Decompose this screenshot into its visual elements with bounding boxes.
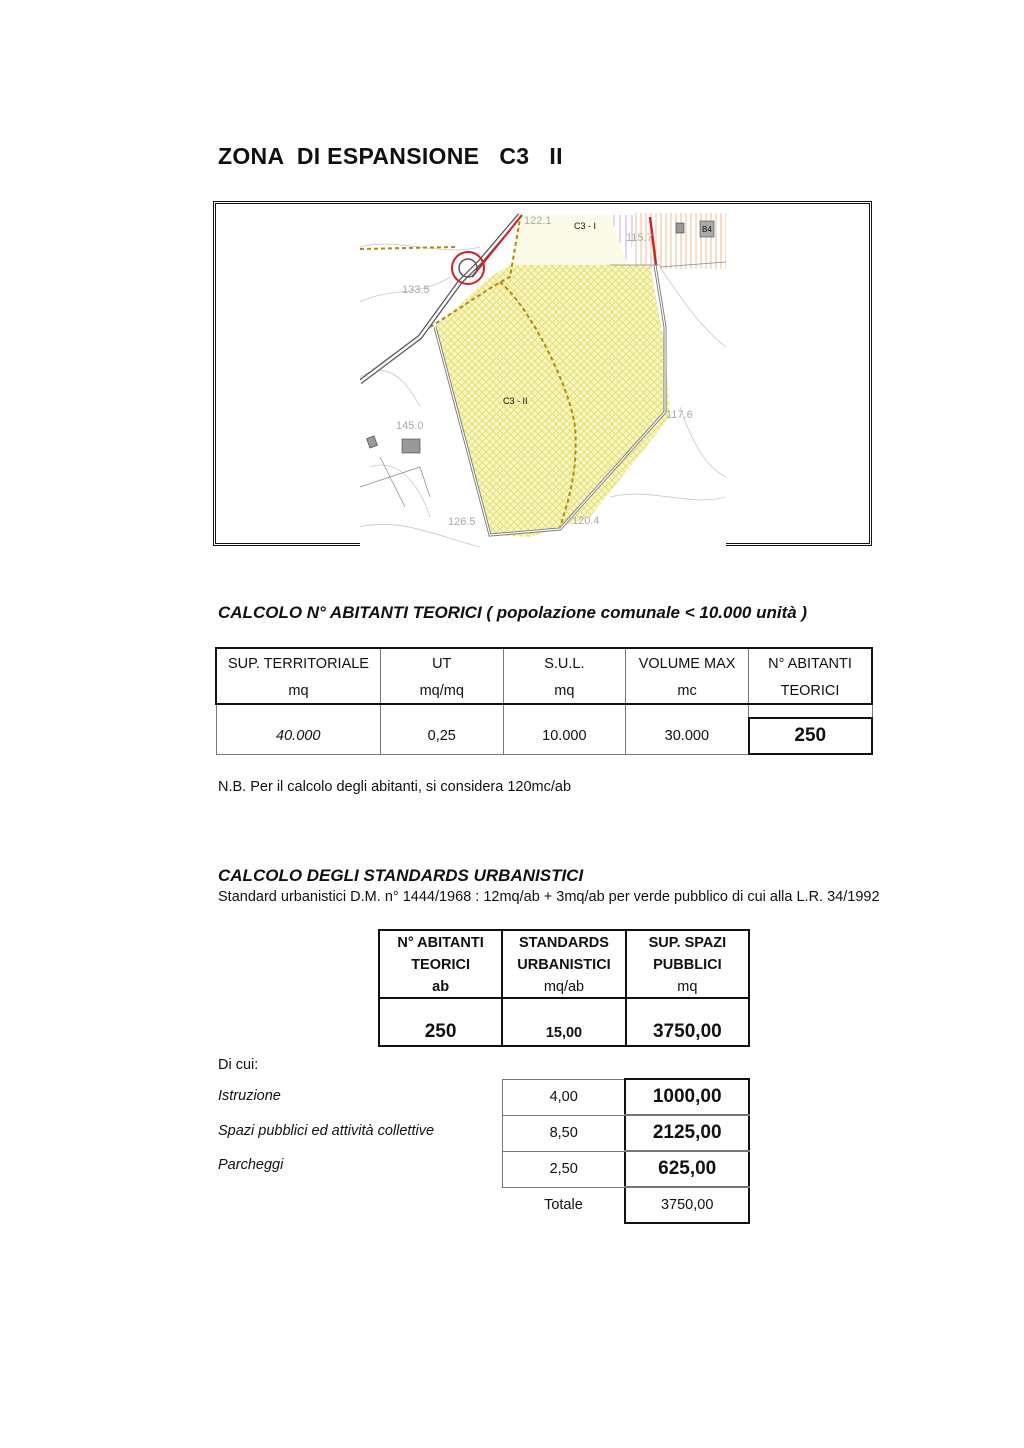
std-istruzione: 4,00 <box>503 1079 626 1115</box>
header-ut: UT <box>380 648 503 678</box>
elevation-label: 115.7 <box>626 232 653 244</box>
standards-table <box>378 929 750 1047</box>
page-title: ZONA DI ESPANSIONE C3 II <box>218 143 563 169</box>
row-label-spazi-pubblici: Spazi pubblici ed attività collettive <box>218 1123 435 1139</box>
total-value: 3750,00 <box>625 1187 749 1223</box>
zone-label-b4: B4 <box>702 225 712 234</box>
elevation-label: 133.5 <box>402 284 430 296</box>
di-cui-label: Di cui: <box>218 1057 259 1073</box>
unit-mqmq: mq/mq <box>380 678 503 704</box>
row-label-istruzione: Istruzione <box>218 1088 281 1104</box>
value-ut: 0,25 <box>380 718 503 754</box>
std-spazi-pubblici: 8,50 <box>503 1115 626 1151</box>
value-istruzione: 1000,00 <box>625 1079 749 1115</box>
unit-ab: ab <box>379 976 502 998</box>
elevation-label: 145.0 <box>396 420 424 432</box>
elevation-label: 122.1 <box>524 215 552 227</box>
unit-mq: mq <box>626 976 749 998</box>
abitanti-table <box>215 647 873 755</box>
elevation-label: 117.6 <box>666 409 693 421</box>
value-sup-territoriale: 40.000 <box>216 718 380 754</box>
header-abitanti-teorici: N° ABITANTI TEORICI <box>379 930 502 976</box>
unit-mqab: mq/ab <box>502 976 626 998</box>
calculation-note: N.B. Per il calcolo degli abitanti, si considera 120mc/ab <box>218 779 572 795</box>
header-volume-max: VOLUME MAX <box>626 648 749 678</box>
header-abitanti: N° ABITANTI <box>749 648 872 678</box>
unit-teorici: TEORICI <box>749 678 872 704</box>
zone-label-c3-ii: C3 - II <box>503 396 528 406</box>
value-volume-max: 30.000 <box>626 718 749 754</box>
header-sup-territoriale: SUP. TERRITORIALE <box>216 648 380 678</box>
section-heading-abitanti: CALCOLO N° ABITANTI TEORICI ( popolazione comunale < 10.000 unità ) <box>218 603 808 622</box>
unit-mq: mq <box>503 678 626 704</box>
elevation-label: 126.5 <box>448 516 476 528</box>
value-sul: 10.000 <box>503 718 626 754</box>
header-standards: STANDARDS URBANISTICI <box>502 930 626 976</box>
breakdown-table <box>502 1078 750 1224</box>
header-sul: S.U.L. <box>503 648 626 678</box>
value-abitanti: 250 <box>749 718 872 754</box>
value-abitanti: 250 <box>379 998 502 1046</box>
value-spazi-pubblici: 2125,00 <box>625 1115 749 1151</box>
std-parcheggi: 2,50 <box>503 1151 626 1187</box>
elevation-label: 120.4 <box>572 515 600 527</box>
row-label-parcheggi: Parcheggi <box>218 1157 284 1173</box>
standards-subtitle: Standard urbanistici D.M. n° 1444/1968 : 12mq/ab + 3mq/ab per verde pubblico di cui alla L.R. 34/1992 <box>218 889 880 905</box>
header-sup-spazi: SUP. SPAZI PUBBLICI <box>626 930 749 976</box>
value-standards: 15,00 <box>502 998 626 1046</box>
section-heading-standards: CALCOLO DEGLI STANDARDS URBANISTICI <box>218 866 584 885</box>
value-sup-spazi: 3750,00 <box>626 998 749 1046</box>
zone-label-c3-i: C3 - I <box>574 221 597 231</box>
total-label: Totale <box>544 1197 583 1214</box>
unit-mq: mq <box>216 678 380 704</box>
value-parcheggi: 625,00 <box>625 1151 749 1187</box>
unit-mc: mc <box>626 678 749 704</box>
zoning-map <box>360 207 726 547</box>
